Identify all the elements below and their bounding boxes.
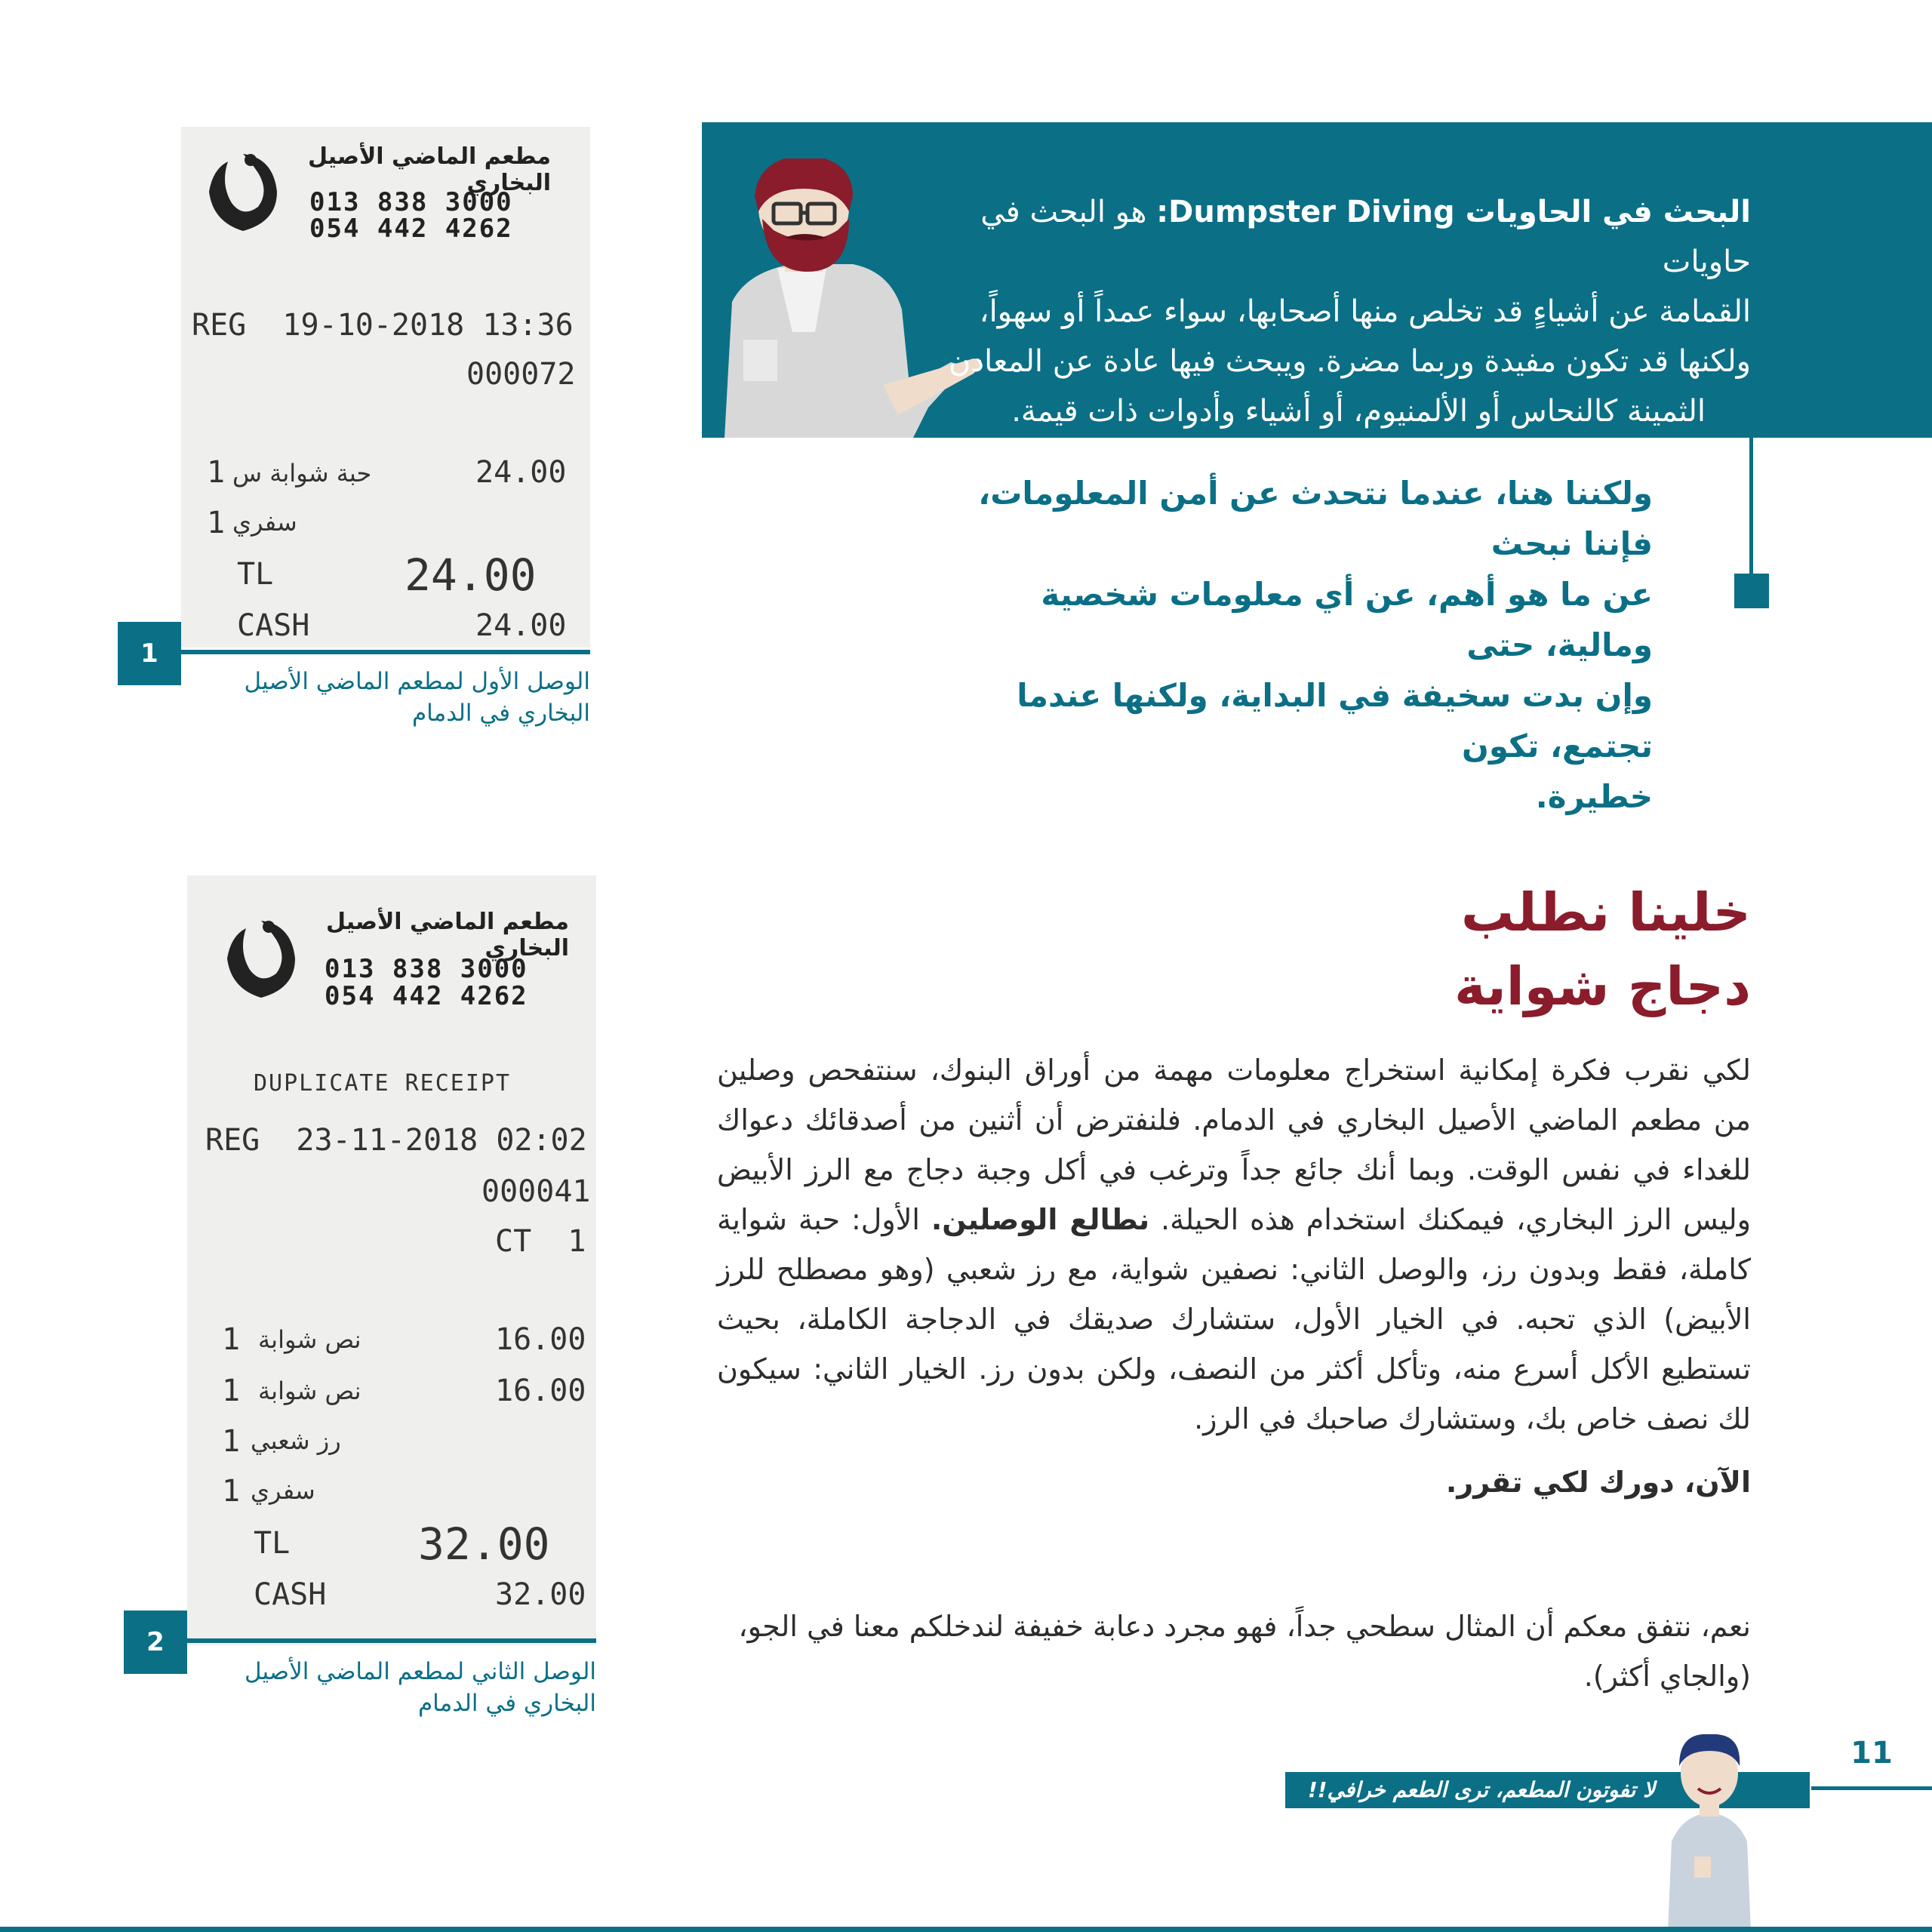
- receipt-2-duplicate: DUPLICATE RECEIPT: [254, 1070, 512, 1097]
- rooster-logo-icon: [198, 146, 288, 237]
- caption-1-line-2: البخاري في الدمام: [411, 700, 590, 727]
- rooster-logo-icon: [216, 913, 306, 1004]
- definition-line-1: هو البحث في حاويات: [980, 195, 1751, 279]
- bottom-rule: [0, 1927, 1932, 1932]
- definition-line-4: الثمينة كالنحاس أو الألمنيوم، أو أشياء وأدوات ذات قيمة.: [1011, 394, 1706, 429]
- body-bold: نطالع الوصلين.: [931, 1203, 1150, 1236]
- caption-2-line: [187, 1638, 596, 1643]
- closing-paragraph: نعم، نتفق معكم أن المثال سطحي جداً، فهو مجرد دعابة خفيفة لندخلكم معنا في الجو، (والجاي أكثر).: [738, 1610, 1751, 1693]
- page-number: 11: [1850, 1736, 1893, 1770]
- caption-1-line: [181, 650, 590, 654]
- receipt-2-number: 000041: [481, 1174, 591, 1209]
- caption-1-number: 1: [118, 622, 181, 685]
- receipt-2-item-2-price: 16.00: [495, 1374, 586, 1408]
- receipt-2-phone-2: 054 442 4262: [325, 981, 528, 1011]
- receipt-2-total-label: TL: [254, 1526, 291, 1561]
- callout-line-4: خطيرة.: [1535, 778, 1653, 815]
- receipt-1-restaurant: مطعم الماضي الأصيل البخاري: [307, 143, 551, 196]
- caption-1-line-1: الوصل الأول لمطعم الماضي الأصيل: [244, 668, 590, 695]
- receipt-2-item-1-price: 16.00: [495, 1322, 586, 1357]
- definition-term: البحث في الحاويات Dumpster Diving:: [1156, 195, 1751, 229]
- caption-2-text: [187, 1656, 596, 1719]
- caption-2-number: 2: [124, 1611, 187, 1674]
- connector-square: [1734, 574, 1769, 608]
- caption-1-text: [181, 666, 590, 729]
- receipt-1-item-1-name: حبة شوابة س: [232, 459, 372, 488]
- body-part-1: لكي نقرب فكرة إمكانية استخراج معلومات مهمة من أوراق البنوك، سنتفحص وصلين من مطعم الماضي الأصيل البخاري في الدمام. فلنفترض أن أثنين من أصدقائك دعواك للغداء في نفس الوقت. وبما أنك جائع جداً وترغب في أكل وجبة دجاج مع الرز الأبيض وليس الرز البخاري، فيمكنك استخدام هذه الحيلة.: [717, 1054, 1751, 1236]
- receipt-2: [187, 875, 596, 1645]
- receipt-2-ct: CT 1: [495, 1224, 586, 1259]
- receipt-2-item-4-name: سفري: [251, 1476, 315, 1505]
- receipt-1-cash-value: 24.00: [475, 608, 567, 643]
- section-heading: [1238, 875, 1751, 1023]
- body-paragraph: [717, 1045, 1751, 1444]
- receipt-1-number: 000072: [466, 357, 576, 392]
- footer-tagline: لا تفوتون المطعم، ترى الطعم خرافي!!: [1308, 1777, 1655, 1802]
- receipt-2-phone-1: 013 838 3000: [325, 954, 528, 984]
- receipt-2-item-2-name: نص شوابة: [258, 1377, 361, 1405]
- callout-line-1: ولكننا هنا، عندما نتحدث عن أمن المعلومات، فإننا نبحث: [978, 475, 1653, 562]
- definition-text: [928, 187, 1751, 436]
- receipt-2-total-value: 32.00: [418, 1518, 550, 1570]
- connector-line: [1749, 438, 1753, 581]
- receipt-2-reg: REG 23-11-2018 02:02: [205, 1123, 587, 1158]
- receipt-2-cash-value: 32.00: [495, 1577, 586, 1612]
- receipt-1: [181, 127, 590, 648]
- definition-line-2: القمامة عن أشياءٍ قد تخلص منها أصحابها، سواء عمداً أو سهواً،: [979, 294, 1751, 329]
- receipt-1-item-1-price: 24.00: [475, 455, 567, 490]
- receipt-2-restaurant: مطعم الماضي الأصيل البخاري: [325, 909, 569, 961]
- receipt-2-item-3-name: رز شعبي: [251, 1426, 341, 1455]
- receipt-2-item-2-qty: 1: [222, 1374, 241, 1408]
- heading-line-2: دجاج شواية: [1454, 955, 1751, 1017]
- receipt-1-reg: REG 19-10-2018 13:36: [192, 308, 574, 343]
- receipt-2-item-4-qty: 1: [222, 1474, 241, 1509]
- receipt-2-cash-label: CASH: [254, 1577, 327, 1612]
- receipt-1-total-value: 24.00: [405, 549, 537, 601]
- body-part-2: الأول: حبة شواية كاملة، فقط وبدون رز، والوصل الثاني: نصفين شواية، مع رز شعبي (وهو مصطلح للرز الأبيض) الذي تحبه. في الخيار الأول، ستشارك صديقك في الدجاجة الكاملة، بحيث تستطيع الأكل أسرع منه، وتأكل أكثر من النصف، ولكن بدون رز. الخيار الثاني: سيكون لك نصف خاص بك، وستشارك صاحبك في الرز.: [717, 1203, 1751, 1435]
- receipt-1-item-2-qty: 1: [207, 506, 226, 540]
- young-man-illustration: [1653, 1728, 1766, 1932]
- receipt-2-item-3-qty: 1: [222, 1424, 241, 1459]
- definition-line-3: ولكنها قد تكون مفيدة وربما مضرة. ويبحث فيها عادة عن المعادن: [948, 344, 1751, 379]
- receipt-1-item-1-qty: 1: [207, 455, 226, 490]
- callout-line-2: عن ما هو أهم، عن أي معلومات شخصية ومالية، حتى: [1041, 576, 1653, 663]
- receipt-1-cash-label: CASH: [237, 608, 310, 643]
- receipt-2-item-1-qty: 1: [222, 1322, 241, 1357]
- caption-2-line-1: الوصل الثاني لمطعم الماضي الأصيل: [244, 1658, 596, 1685]
- callout-text: [928, 468, 1653, 822]
- heading-line-1: خلينا نطلب: [1461, 881, 1751, 943]
- page-number-line: [1811, 1786, 1932, 1790]
- caption-2-line-2: البخاري في الدمام: [417, 1690, 596, 1717]
- call-to-action: الآن، دورك لكي تقرر.: [1445, 1466, 1751, 1499]
- callout-line-3: وإن بدت سخيفة في البداية، ولكنها عندما تجتمع، تكون: [1017, 677, 1653, 764]
- receipt-1-phone-1: 013 838 3000: [309, 187, 513, 217]
- receipt-1-item-2-name: سفري: [232, 508, 297, 537]
- receipt-1-total-label: TL: [237, 557, 274, 592]
- receipt-1-phone-2: 054 442 4262: [309, 214, 513, 244]
- receipt-2-item-1-name: نص شوابة: [258, 1325, 361, 1354]
